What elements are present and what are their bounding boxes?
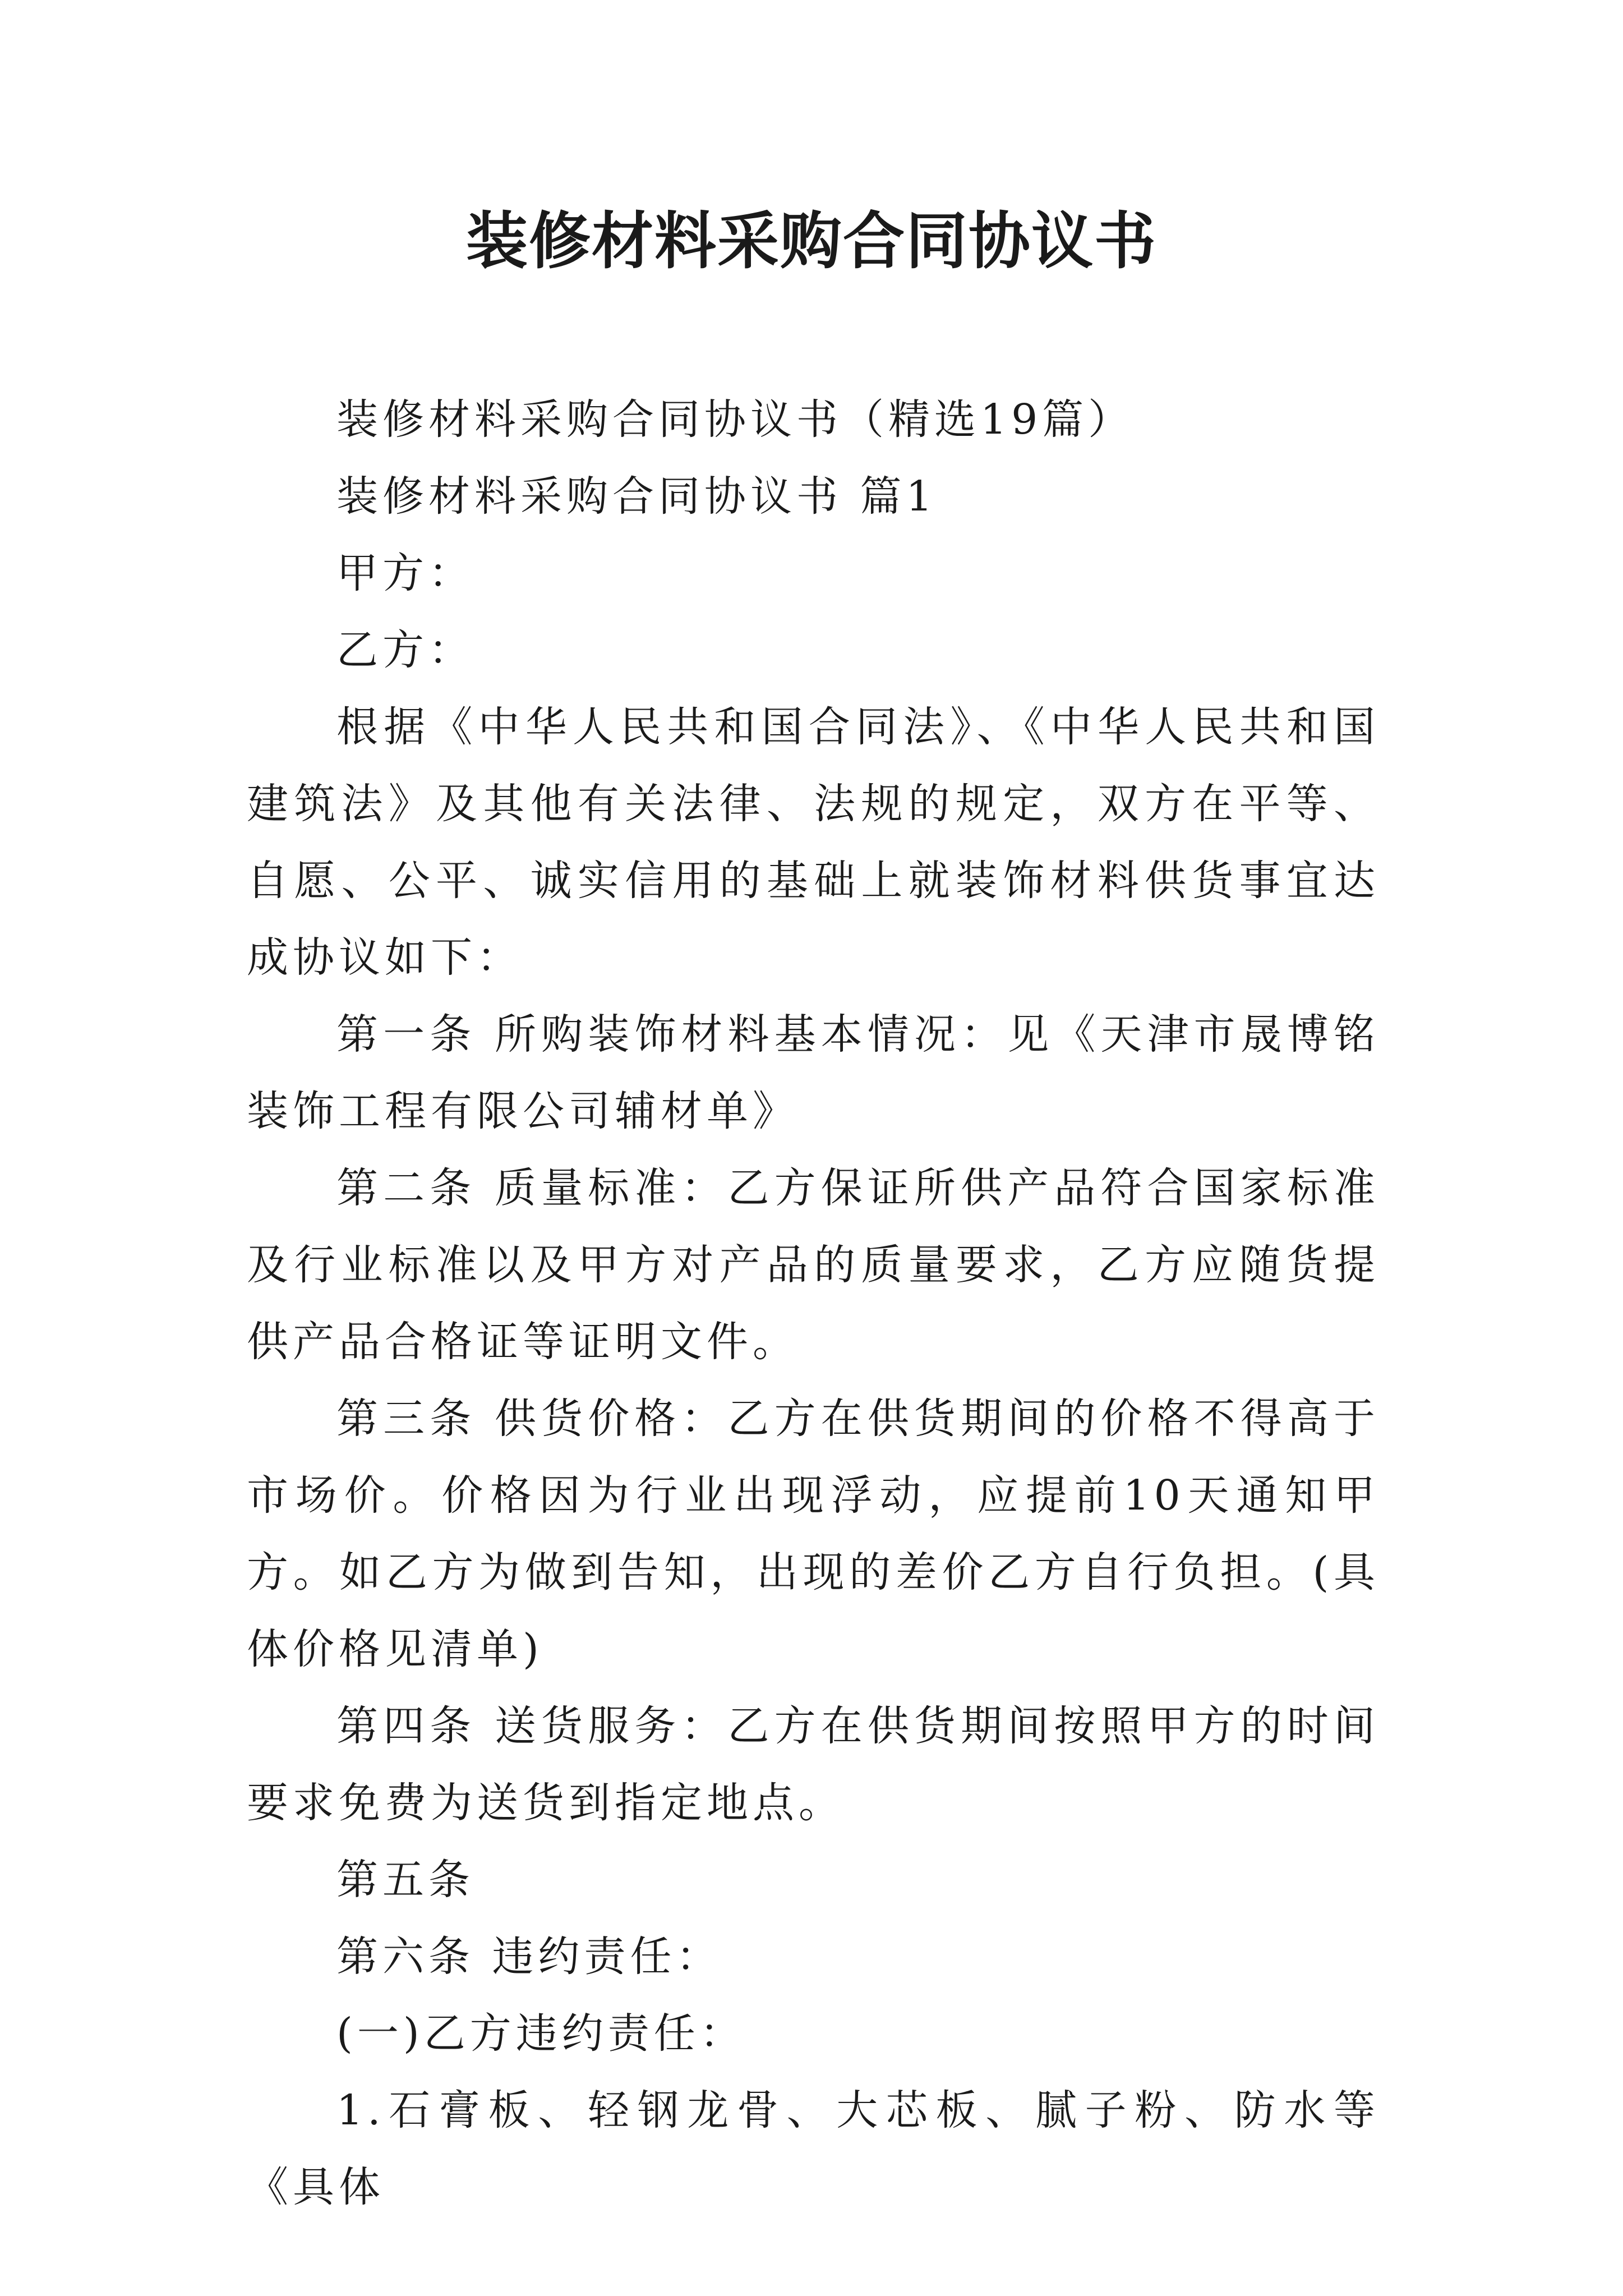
- section-heading: 装修材料采购合同协议书 篇1: [336, 472, 937, 521]
- party-a-line: 甲方：: [336, 549, 474, 597]
- document-title: 装修材料采购合同协议书: [466, 205, 1157, 277]
- party-b-line: 乙方：: [336, 626, 474, 674]
- article-6: 第六条 违约责任：: [336, 1932, 722, 1981]
- article-6-item-1: 1.石膏板、轻钢龙骨、大芯板、腻子粉、防水等《具体: [247, 2086, 1380, 2211]
- article-3: 第三条 供货价格：乙方在供货期间的价格不得高于市场价。价格因为行业出现浮动，应提前10天通知甲方。如乙方为做到告知，出现的差价乙方自行负担。(具体价格见清单): [247, 1395, 1380, 1673]
- article-6-subsection: (一)乙方违约责任：: [336, 2009, 746, 2058]
- article-5: 第五条: [336, 1856, 474, 1904]
- subtitle-line: 装修材料采购合同协议书（精选19篇）: [336, 395, 1135, 444]
- article-2: 第二条 质量标准：乙方保证所供产品符合国家标准及行业标准以及甲方对产品的质量要求，乙方应随货提供产品合格证等证明文件。: [247, 1164, 1380, 1366]
- preamble-paragraph: 根据《中华人民共和国合同法》、《中华人民共和国建筑法》及其他有关法律、法规的规定，双方在平等、自愿、公平、诚实信用的基础上就装饰材料供货事宜达成协议如下：: [247, 703, 1380, 982]
- article-4: 第四条 送货服务：乙方在供货期间按照甲方的时间要求免费为送货到指定地点。: [247, 1702, 1380, 1827]
- document-body: [247, 381, 1380, 2226]
- article-1: 第一条 所购装饰材料基本情况：见《天津市晟博铭装饰工程有限公司辅材单》: [247, 1010, 1380, 1135]
